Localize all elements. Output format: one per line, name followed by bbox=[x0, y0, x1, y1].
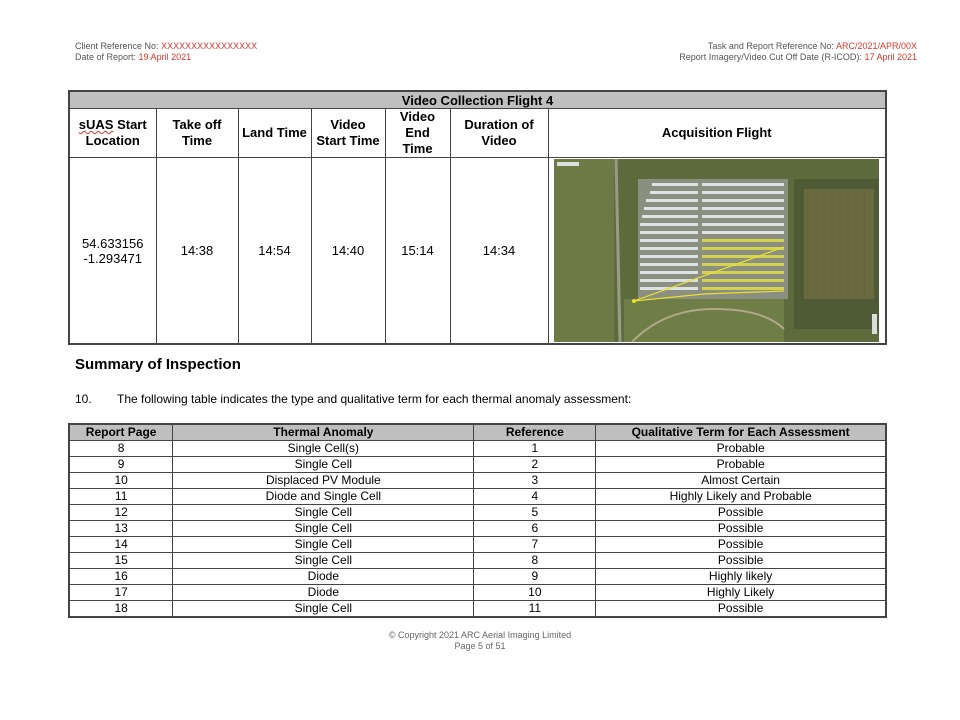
table-row bbox=[69, 585, 886, 601]
page-number: Page 5 of 51 bbox=[454, 641, 506, 651]
header-duration: Duration of Video bbox=[450, 109, 548, 158]
paragraph-number: 10. bbox=[75, 392, 92, 406]
client-reference bbox=[75, 41, 257, 52]
table-row bbox=[69, 505, 886, 521]
report-page-cell: 10 bbox=[69, 473, 173, 489]
video-end-time: 15:14 bbox=[385, 158, 450, 345]
header-video-end-time: Video End Time bbox=[385, 109, 450, 158]
reference-cell: 6 bbox=[474, 521, 596, 537]
task-reference bbox=[679, 41, 917, 52]
reference-cell: 7 bbox=[474, 537, 596, 553]
report-page-cell: 8 bbox=[69, 441, 173, 457]
land-time: 14:54 bbox=[238, 158, 311, 345]
client-reference-label: Client Reference No: bbox=[75, 41, 159, 51]
latitude: 54.633156 bbox=[82, 235, 144, 251]
start-location-cell bbox=[69, 158, 156, 345]
report-date bbox=[75, 52, 257, 63]
table-row bbox=[69, 521, 886, 537]
summary-header-row bbox=[69, 424, 886, 441]
qualitative-term-cell: Highly Likely bbox=[596, 585, 886, 601]
video-start-time: 14:40 bbox=[311, 158, 385, 345]
paragraph-text: The following table indicates the type and qualitative term for each thermal anomaly assessment: bbox=[117, 392, 632, 406]
header-land-time: Land Time bbox=[238, 109, 311, 158]
cutoff-date-label: Report Imagery/Video Cut Off Date (R-ICOD): bbox=[679, 52, 862, 62]
reference-cell: 2 bbox=[474, 457, 596, 473]
report-date-value: 19 April 2021 bbox=[138, 52, 192, 62]
reference-cell: 1 bbox=[474, 441, 596, 457]
table-row bbox=[69, 457, 886, 473]
anomaly-cell: Single Cell bbox=[173, 457, 474, 473]
anomaly-cell: Single Cell bbox=[173, 505, 474, 521]
anomaly-cell: Diode bbox=[173, 569, 474, 585]
qualitative-term-cell: Almost Certain bbox=[596, 473, 886, 489]
qualitative-term-cell: Possible bbox=[596, 521, 886, 537]
qualitative-term-cell: Possible bbox=[596, 537, 886, 553]
table-row bbox=[69, 553, 886, 569]
reference-cell: 10 bbox=[474, 585, 596, 601]
anomaly-cell: Single Cell bbox=[173, 521, 474, 537]
paragraph-10 bbox=[75, 392, 631, 406]
report-page-cell: 9 bbox=[69, 457, 173, 473]
qualitative-term-cell: Possible bbox=[596, 553, 886, 569]
table-row bbox=[69, 569, 886, 585]
report-page-cell: 12 bbox=[69, 505, 173, 521]
takeoff-time: 14:38 bbox=[156, 158, 238, 345]
table-row bbox=[69, 601, 886, 618]
header-reference: Reference bbox=[474, 424, 596, 441]
reference-cell: 5 bbox=[474, 505, 596, 521]
header-suas: sUAS bbox=[78, 117, 114, 132]
table-row bbox=[69, 489, 886, 505]
anomaly-cell: Single Cell bbox=[173, 601, 474, 618]
report-page-cell: 16 bbox=[69, 569, 173, 585]
report-page-cell: 18 bbox=[69, 601, 173, 618]
acquisition-flight-aerial-image bbox=[554, 159, 879, 342]
header-start-location bbox=[69, 109, 156, 158]
qualitative-term-cell: Possible bbox=[596, 505, 886, 521]
cutoff-date-value: 17 April 2021 bbox=[864, 52, 917, 62]
cutoff-date bbox=[679, 52, 917, 63]
reference-cell: 3 bbox=[474, 473, 596, 489]
flight-table-title: Video Collection Flight 4 bbox=[69, 91, 886, 109]
reference-cell: 11 bbox=[474, 601, 596, 618]
task-reference-value: ARC/2021/APR/00X bbox=[835, 41, 917, 51]
video-collection-flight-table bbox=[68, 90, 887, 345]
anomaly-cell: Displaced PV Module bbox=[173, 473, 474, 489]
anomaly-cell: Single Cell bbox=[173, 537, 474, 553]
section-title-summary: Summary of Inspection bbox=[75, 356, 241, 373]
report-date-label: Date of Report: bbox=[75, 52, 137, 62]
anomaly-cell: Diode and Single Cell bbox=[173, 489, 474, 505]
header-start-location-text: Start Location bbox=[85, 117, 147, 148]
header-takeoff-time: Take off Time bbox=[156, 109, 238, 158]
report-page-cell: 13 bbox=[69, 521, 173, 537]
report-page-cell: 11 bbox=[69, 489, 173, 505]
acquisition-flight-cell bbox=[548, 158, 886, 345]
qualitative-term-cell: Probable bbox=[596, 457, 886, 473]
reference-cell: 9 bbox=[474, 569, 596, 585]
client-reference-value: XXXXXXXXXXXXXXXX bbox=[161, 41, 258, 51]
table-row bbox=[69, 473, 886, 489]
qualitative-term-cell: Highly Likely and Probable bbox=[596, 489, 886, 505]
reference-cell: 8 bbox=[474, 553, 596, 569]
qualitative-term-cell: Possible bbox=[596, 601, 886, 618]
anomaly-cell: Single Cell(s) bbox=[173, 441, 474, 457]
reference-cell: 4 bbox=[474, 489, 596, 505]
table-row bbox=[69, 537, 886, 553]
report-page-cell: 14 bbox=[69, 537, 173, 553]
qualitative-term-cell: Highly likely bbox=[596, 569, 886, 585]
report-page-cell: 15 bbox=[69, 553, 173, 569]
anomaly-cell: Diode bbox=[173, 585, 474, 601]
header-video-start-time: Video Start Time bbox=[311, 109, 385, 158]
header-qualitative-term: Qualitative Term for Each Assessment bbox=[596, 424, 886, 441]
page-header-left bbox=[75, 41, 257, 63]
report-page-cell: 17 bbox=[69, 585, 173, 601]
copyright-notice: © Copyright 2021 ARC Aerial Imaging Limited bbox=[388, 630, 572, 640]
page-footer bbox=[0, 630, 960, 652]
qualitative-term-cell: Probable bbox=[596, 441, 886, 457]
header-report-page: Report Page bbox=[69, 424, 173, 441]
table-row bbox=[69, 441, 886, 457]
page-header-right bbox=[679, 41, 917, 63]
header-thermal-anomaly: Thermal Anomaly bbox=[173, 424, 474, 441]
header-acquisition-flight: Acquisition Flight bbox=[548, 109, 886, 158]
longitude: -1.293471 bbox=[83, 250, 143, 266]
video-duration: 14:34 bbox=[450, 158, 548, 345]
anomaly-cell: Single Cell bbox=[173, 553, 474, 569]
task-reference-label: Task and Report Reference No: bbox=[707, 41, 834, 51]
thermal-anomaly-summary-table bbox=[68, 423, 887, 618]
